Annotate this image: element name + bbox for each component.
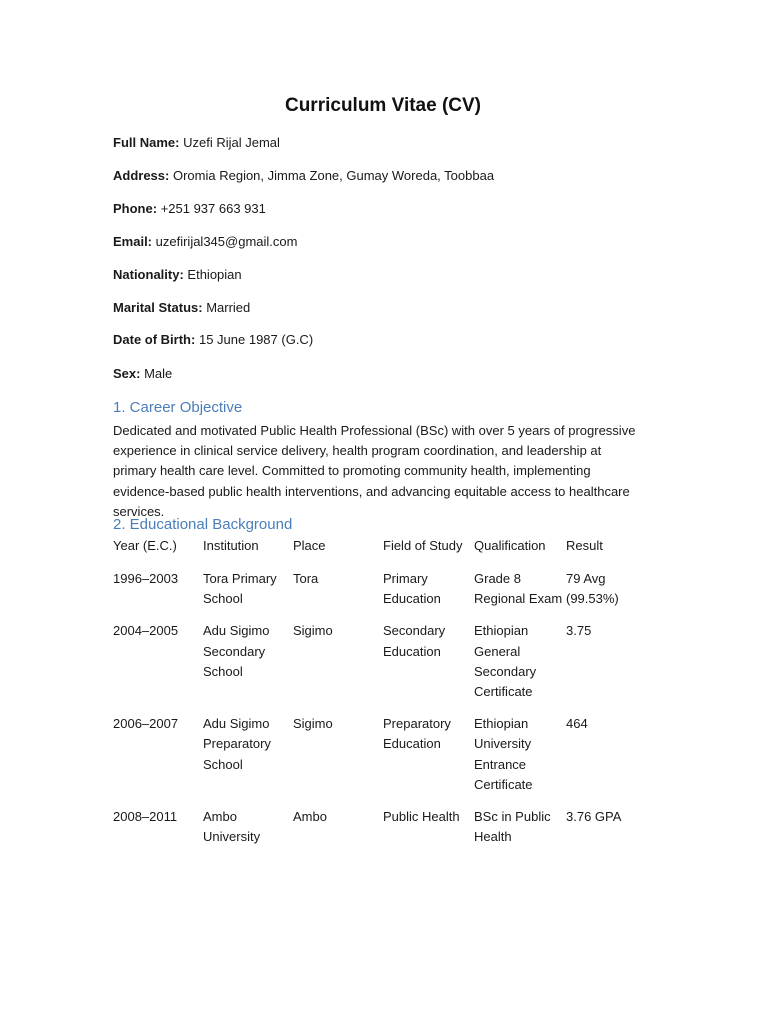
table-cell: Tora Primary School — [203, 571, 277, 607]
table-cell: 2008–2011 — [113, 809, 178, 825]
full-name-field — [113, 134, 280, 152]
table-header-row — [113, 536, 653, 569]
column-header-place: Place — [293, 538, 326, 553]
column-header-result: Result — [566, 538, 603, 553]
field-value: Married — [206, 300, 251, 315]
field-value: Male — [144, 366, 173, 381]
phone-field — [113, 200, 266, 218]
table-cell: Grade 8 Regional Exam — [474, 571, 563, 607]
table-cell: Tora — [293, 571, 319, 586]
column-header-year: Year (E.C.) — [113, 538, 177, 553]
field-value: Uzefi Rijal Jemal — [183, 135, 280, 150]
table-cell: BSc in Public Health — [474, 809, 551, 845]
table-cell: Public Health — [383, 809, 460, 825]
column-header-qualification: Qualification — [474, 538, 546, 553]
field-label: Address: — [113, 168, 170, 183]
date-of-birth-field — [113, 331, 313, 349]
table-cell: Ambo University — [203, 809, 261, 845]
education-table — [113, 536, 653, 859]
field-label: Sex: — [113, 366, 141, 381]
table-cell: Adu Sigimo Secondary School — [203, 623, 270, 679]
field-value: Oromia Region, Jimma Zone, Gumay Woreda, Toobbaa — [172, 168, 495, 183]
table-row — [113, 621, 653, 714]
table-cell: Ethiopian General Secondary Certificate — [474, 623, 537, 700]
field-value: Ethiopian — [187, 267, 242, 282]
field-label: Marital Status: — [113, 300, 203, 315]
table-cell: Adu Sigimo Preparatory School — [203, 716, 271, 772]
table-cell: Sigimo — [293, 716, 333, 732]
table-cell: Ambo — [293, 809, 327, 825]
column-header-field-of-study: Field of Study — [383, 538, 463, 553]
table-cell: Secondary Education — [383, 623, 446, 659]
table-cell: 464 — [566, 716, 588, 732]
career-objective-text: Dedicated and motivated Public Health Professional (BSc) with over 5 years of progressive experience in clinical service delivery, health program coordination, and leadership at primary health care level. Committed to promoting community health, implementing evidence-based public health interventions, and advancing equitable access to healthcare services. — [113, 423, 636, 519]
field-label: Nationality: — [113, 267, 184, 282]
table-cell: 3.76 GPA — [566, 809, 622, 825]
document-title: Curriculum Vitae (CV) — [284, 95, 482, 116]
table-row — [113, 714, 653, 807]
table-cell: 2006–2007 — [113, 716, 179, 732]
table-row — [113, 569, 653, 621]
education-heading: 2. Educational Background — [113, 516, 293, 533]
field-label: Date of Birth: — [113, 332, 196, 347]
sex-field — [113, 365, 172, 383]
table-cell: 2004–2005 — [113, 623, 179, 639]
field-label: Full Name: — [113, 135, 180, 150]
column-header-institution: Institution — [203, 538, 259, 553]
marital-status-field — [113, 299, 250, 317]
nationality-field — [113, 266, 242, 284]
field-value: +251 937 663 931 — [160, 201, 266, 216]
table-cell: 3.75 — [566, 623, 592, 639]
table-cell: 1996–2003 — [113, 571, 179, 586]
email-field — [113, 233, 297, 251]
field-value: 15 June 1987 (G.C) — [198, 332, 314, 347]
table-cell: 79 Avg (99.53%) — [566, 571, 619, 607]
table-cell: Preparatory Education — [383, 716, 451, 752]
table-cell: Primary Education — [383, 571, 441, 607]
career-objective-heading: 1. Career Objective — [113, 399, 243, 416]
table-row — [113, 807, 653, 859]
field-value: uzefirijal345@gmail.com — [155, 234, 298, 249]
field-label: Email: — [113, 234, 153, 249]
table-cell: Sigimo — [293, 623, 333, 639]
field-label: Phone: — [113, 201, 158, 216]
table-cell: Ethiopian University Entrance Certificate — [474, 716, 533, 792]
address-field — [113, 167, 494, 185]
